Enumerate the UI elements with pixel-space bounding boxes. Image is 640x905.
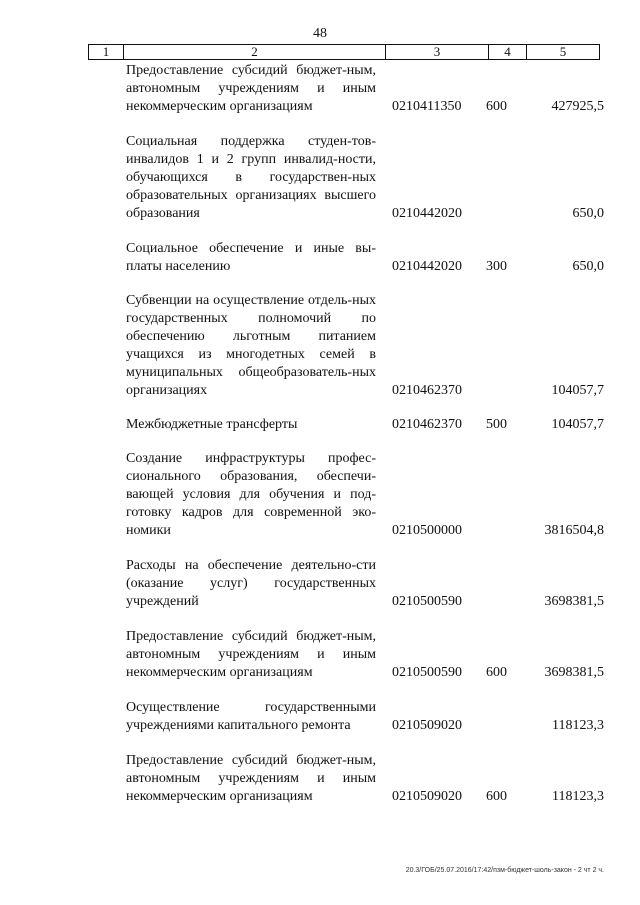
row-amount: 3698381,5 bbox=[544, 594, 604, 609]
row-name: Межбюджетные трансферты bbox=[126, 417, 298, 432]
row-name: Расходы на обеспечение деятельно-сти (оказание услуг) государственных учреждений bbox=[126, 558, 376, 609]
row-name: Социальное обеспечение и иные вы-платы населению bbox=[126, 241, 376, 274]
page-number: 48 bbox=[313, 26, 327, 41]
row-amount: 3816504,8 bbox=[544, 523, 604, 538]
row-vr: 600 bbox=[486, 665, 507, 680]
row-name: Предоставление субсидий бюджет-ным, автономным учреждениям и иным некоммерческим организациям bbox=[126, 629, 376, 680]
row-amount: 104057,7 bbox=[551, 417, 604, 432]
document-footer: 20.3/ГОБ/25.07.2016/17:42/пзм-бюджет-шоль-закон - 2 чт 2 ч. bbox=[405, 867, 604, 874]
row-vr: 600 bbox=[486, 789, 507, 804]
row-amount: 3698381,5 bbox=[544, 665, 604, 680]
header-col-2: 2 bbox=[123, 45, 385, 59]
row-code: 0210462370 bbox=[392, 383, 462, 398]
header-col-1: 1 bbox=[102, 44, 110, 59]
row-code: 0210500590 bbox=[392, 594, 462, 609]
header-col-3: 3 bbox=[385, 45, 488, 59]
row-amount: 650,0 bbox=[572, 259, 604, 274]
row-vr: 300 bbox=[486, 259, 507, 274]
row-amount: 118123,3 bbox=[552, 718, 604, 733]
row-code: 0210509020 bbox=[392, 789, 462, 804]
row-amount: 427925,5 bbox=[551, 99, 604, 114]
row-amount: 650,0 bbox=[572, 206, 604, 221]
row-vr: 600 bbox=[486, 99, 507, 114]
row-amount: 104057,7 bbox=[551, 383, 604, 398]
table-header bbox=[88, 44, 600, 60]
row-name: Предоставление субсидий бюджет-ным, автономным учреждениям и иным некоммерческим организациям bbox=[126, 63, 376, 114]
row-code: 0210500000 bbox=[392, 523, 462, 538]
row-vr: 500 bbox=[486, 417, 507, 432]
header-col-4: 4 bbox=[488, 45, 526, 59]
row-code: 0210442020 bbox=[392, 206, 462, 221]
row-name: Осуществление государственными учреждениями капитального ремонта bbox=[126, 700, 376, 733]
row-code: 0210462370 bbox=[392, 417, 462, 432]
row-name: Социальная поддержка студен-тов-инвалидов 1 и 2 групп инвалид-ности, обучающихся в государствен-ных образовательных организациях высшего образования bbox=[126, 134, 376, 221]
row-name: Субвенции на осуществление отдель-ных государственных полномочий по обеспечению льготным питанием учащихся из многодетных семей в муниципальных общеобразователь-ных организациях bbox=[126, 293, 376, 398]
row-code: 0210509020 bbox=[392, 718, 462, 733]
row-amount: 118123,3 bbox=[552, 789, 604, 804]
row-code: 0210500590 bbox=[392, 665, 462, 680]
header-col-5: 5 bbox=[526, 45, 599, 59]
row-name: Создание инфраструктуры профес-сионального образования, обеспечи-вающей условия для обучения и под-готовку кадров для современной эко-номики bbox=[126, 451, 376, 538]
row-code: 0210442020 bbox=[392, 259, 462, 274]
row-name: Предоставление субсидий бюджет-ным, автономным учреждениям и иным некоммерческим организациям bbox=[126, 753, 376, 804]
row-code: 0210411350 bbox=[392, 99, 462, 114]
